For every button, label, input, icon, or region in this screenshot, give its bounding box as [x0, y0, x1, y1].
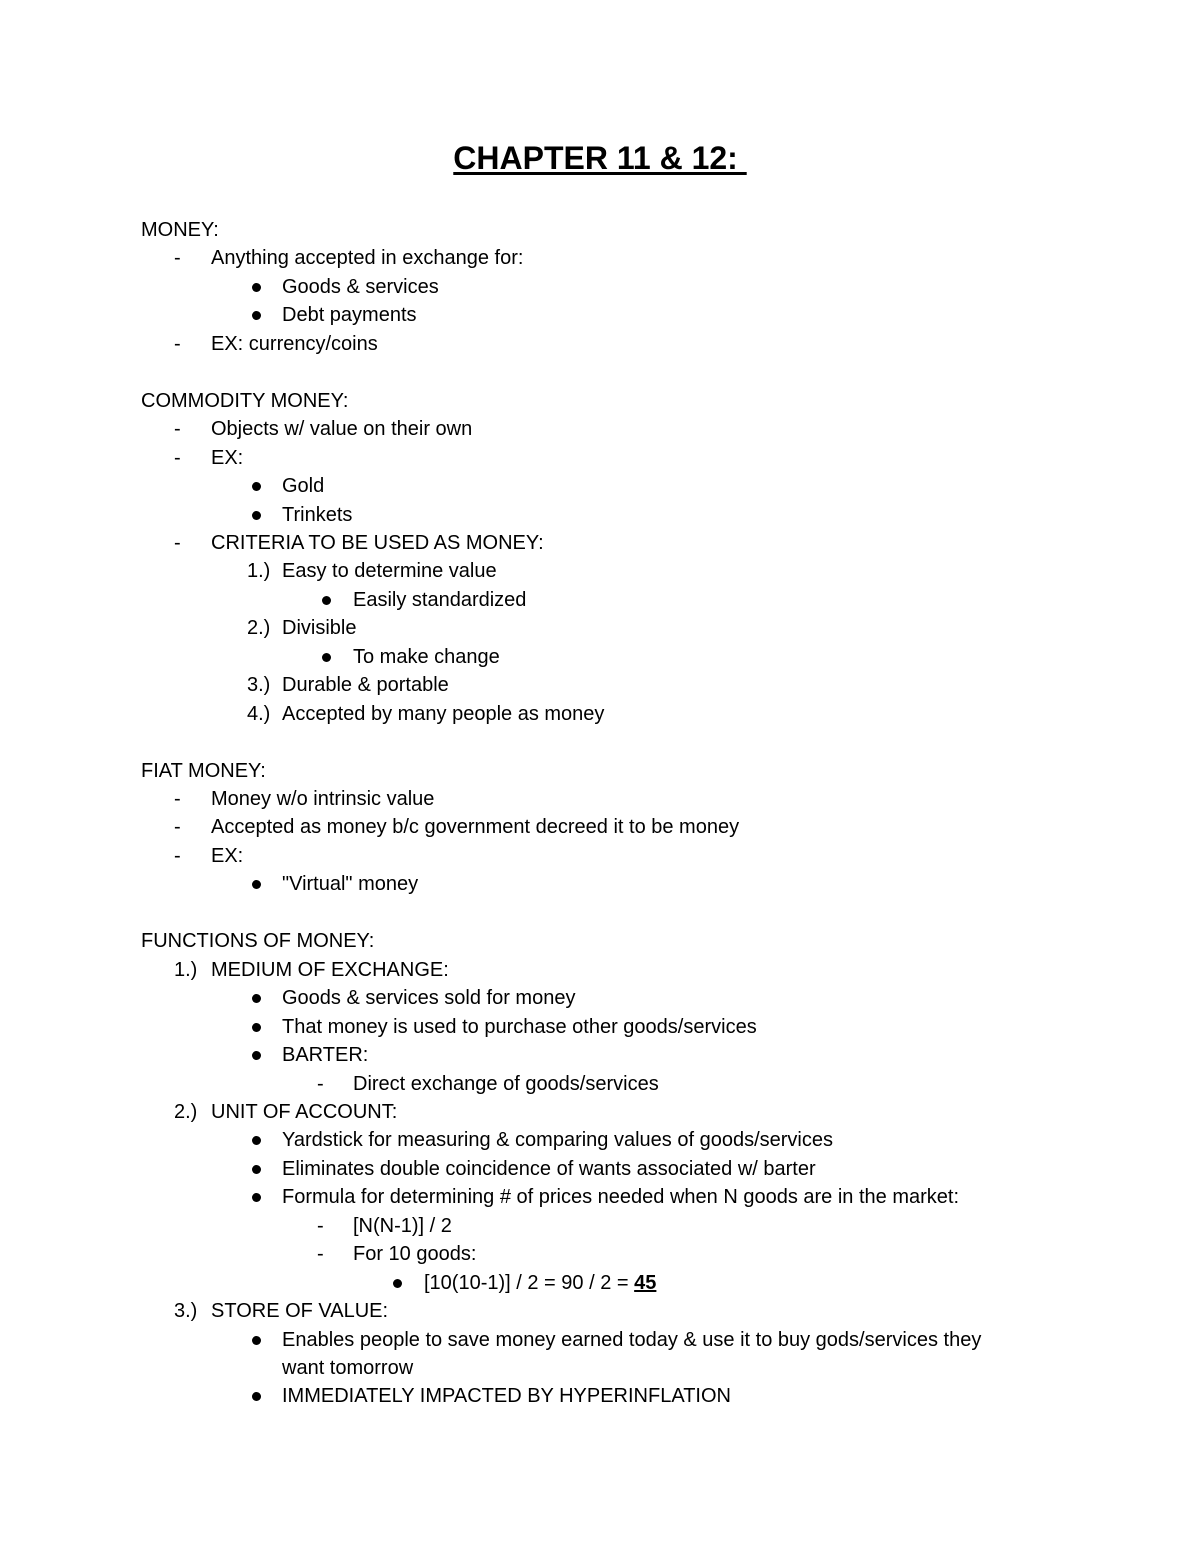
dash-marker: - — [174, 418, 181, 441]
line-text: Accepted by many people as money — [282, 702, 605, 725]
number-marker: 2.) — [247, 617, 271, 640]
bullet-icon — [252, 1165, 261, 1174]
bullet-icon — [322, 596, 331, 605]
dash-marker: - — [317, 1214, 324, 1237]
dash-marker: - — [174, 332, 181, 355]
line-text: Eliminates double coincidence of wants associated w/ barter — [282, 1157, 816, 1180]
dash-marker: - — [174, 816, 181, 839]
bullet-icon — [252, 482, 261, 491]
bullet-icon — [393, 1279, 402, 1288]
line-text: Formula for determining # of prices needed when N goods are in the market: — [282, 1186, 960, 1209]
line-text: EX: currency/coins — [211, 332, 378, 355]
line-text: Yardstick for measuring & comparing values of goods/services — [282, 1129, 833, 1152]
bullet-icon — [252, 1193, 261, 1202]
number-marker: 4.) — [247, 702, 271, 725]
bullet-icon — [252, 880, 261, 889]
line-text: Accepted as money b/c government decreed it to be money — [211, 816, 740, 839]
number-marker: 3.) — [247, 674, 271, 697]
dash-marker: - — [317, 1243, 324, 1266]
dash-marker: - — [174, 788, 181, 810]
line-text: EX: — [211, 844, 244, 867]
bullet-icon — [252, 1336, 261, 1345]
line-text: STORE OF VALUE: — [211, 1300, 389, 1323]
bullet-icon — [252, 1023, 261, 1032]
number-marker: 1.) — [247, 560, 271, 583]
line-text: For 10 goods: — [353, 1243, 477, 1266]
bullet-icon — [252, 283, 261, 292]
line-text: Easily standardized — [353, 588, 527, 611]
line-text: CRITERIA TO BE USED AS MONEY: — [211, 531, 544, 554]
line-text: IMMEDIATELY IMPACTED BY HYPERINFLATION — [282, 1385, 731, 1408]
line-text: That money is used to purchase other goods/services — [282, 1015, 757, 1038]
bullet-icon — [252, 994, 261, 1003]
line-text: Enables people to save money earned today & use it to buy gods/services they — [282, 1328, 982, 1351]
bullet-icon — [252, 1136, 261, 1145]
dash-marker: - — [174, 247, 181, 270]
line-text: Anything accepted in exchange for: — [211, 247, 524, 270]
line-text: Direct exchange of goods/services — [353, 1072, 659, 1095]
formula-result: 45 — [634, 1271, 657, 1294]
line-text: To make change — [353, 645, 500, 668]
line-text: Objects w/ value on their own — [211, 418, 473, 441]
line-text: Trinkets — [282, 503, 353, 526]
number-marker: 3.) — [174, 1300, 198, 1323]
line-text: Gold — [282, 475, 325, 498]
line-text: FIAT MONEY: — [141, 759, 266, 782]
line-text: "Virtual" money — [282, 873, 419, 896]
line-text: FUNCTIONS OF MONEY: — [141, 930, 375, 953]
line-text: MONEY: — [141, 219, 219, 241]
bullet-icon — [252, 311, 261, 320]
line-text: Goods & services sold for money — [282, 987, 576, 1010]
number-marker: 1.) — [174, 958, 198, 981]
bullet-icon — [322, 653, 331, 662]
line-text: Debt payments — [282, 304, 417, 327]
line-text: want tomorrow — [282, 1357, 414, 1379]
bullet-icon — [252, 1392, 261, 1401]
bullet-icon — [252, 1051, 261, 1060]
line-text: [N(N-1)] / 2 — [353, 1214, 452, 1237]
line-text: EX: — [211, 446, 244, 469]
line-text: Goods & services — [282, 275, 439, 298]
line-text: Easy to determine value — [282, 560, 497, 583]
line-text: MEDIUM OF EXCHANGE: — [211, 958, 449, 981]
line-text: UNIT OF ACCOUNT: — [211, 1100, 398, 1123]
document-title: CHAPTER 11 & 12: — [453, 140, 747, 176]
dash-marker: - — [174, 844, 181, 867]
number-marker: 2.) — [174, 1100, 198, 1123]
line-text: Divisible — [282, 617, 357, 640]
dash-marker: - — [174, 531, 181, 554]
dash-marker: - — [317, 1072, 324, 1095]
dash-marker: - — [174, 446, 181, 469]
line-text: Durable & portable — [282, 674, 449, 697]
line-text: Money w/o intrinsic value — [211, 788, 435, 810]
formula-text — [424, 1269, 656, 1297]
line-text: BARTER: — [282, 1044, 369, 1067]
formula-expression: [10(10-1)] / 2 = 90 / 2 = — [424, 1271, 635, 1294]
bullet-icon — [252, 511, 261, 520]
line-text: COMMODITY MONEY: — [141, 389, 349, 412]
